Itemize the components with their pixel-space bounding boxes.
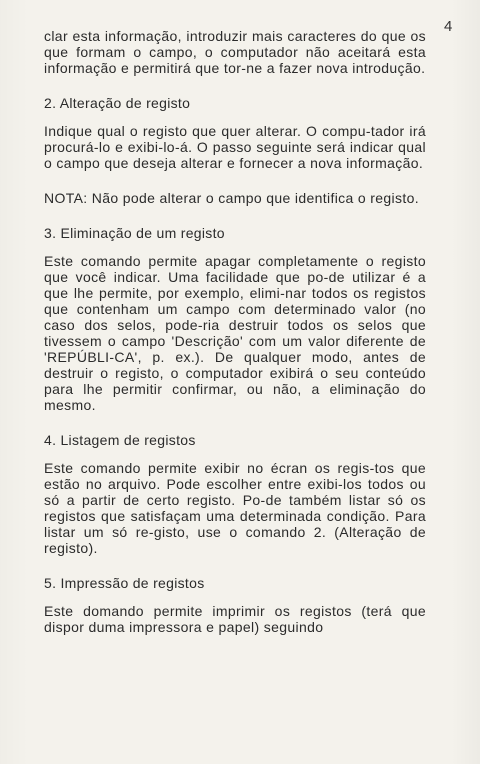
intro-paragraph: clar esta informação, introduzir mais caracteres do que os que formam o campo, o computador não aceitará esta informação e permitirá que tor-ne a fazer nova introdução. bbox=[44, 28, 426, 76]
section-title-alteracao: 2. Alteração de registo bbox=[44, 95, 191, 111]
section-title-impressao: 5. Impressão de registos bbox=[44, 575, 205, 591]
section-title-listagem: 4. Listagem de registos bbox=[44, 432, 196, 448]
section-body-alteracao: Indique qual o registo que quer alterar. O compu-tador irá procurá-lo e exibi-lo-á. O passo seguinte será indicar qual o campo que deseja alterar e fornecer a nova informação. bbox=[44, 123, 426, 171]
page-number: 4 bbox=[444, 18, 453, 35]
section-title-eliminacao: 3. Eliminação de um registo bbox=[44, 225, 225, 241]
section-body-eliminacao: Este comando permite apagar completamente o registo que você indicar. Uma facilidade que po-de utilizar é a que lhe permite, por exemplo, elimi-nar todos os registos que contenham um campo com determinado valor (no caso dos selos, pode-ria destruir todos os selos que tivessem o campo 'Descrição' com um valor diferente de 'REPÚBLI-CA', p. ex.). De qualquer modo, antes de destruir o registo, o computador exibirá o seu conteúdo para lhe permitir confirmar, ou não, a eliminação do mesmo. bbox=[44, 253, 426, 413]
page-content bbox=[44, 28, 426, 635]
section-body-listagem: Este comando permite exibir no écran os regis-tos que estão no arquivo. Pode escolher entre exibi-los todos ou só a partir de certo registo. Po-de também listar só os registos que satisfaçam uma determinada condição. Para listar um só re-gisto, use o comando 2. (Alteração de registo). bbox=[44, 460, 426, 556]
section-note-alteracao: NOTA: Não pode alterar o campo que identifica o registo. bbox=[44, 190, 419, 206]
section-body-impressao: Este domando permite imprimir os registos (terá que dispor duma impressora e papel) seguindo bbox=[44, 603, 426, 635]
